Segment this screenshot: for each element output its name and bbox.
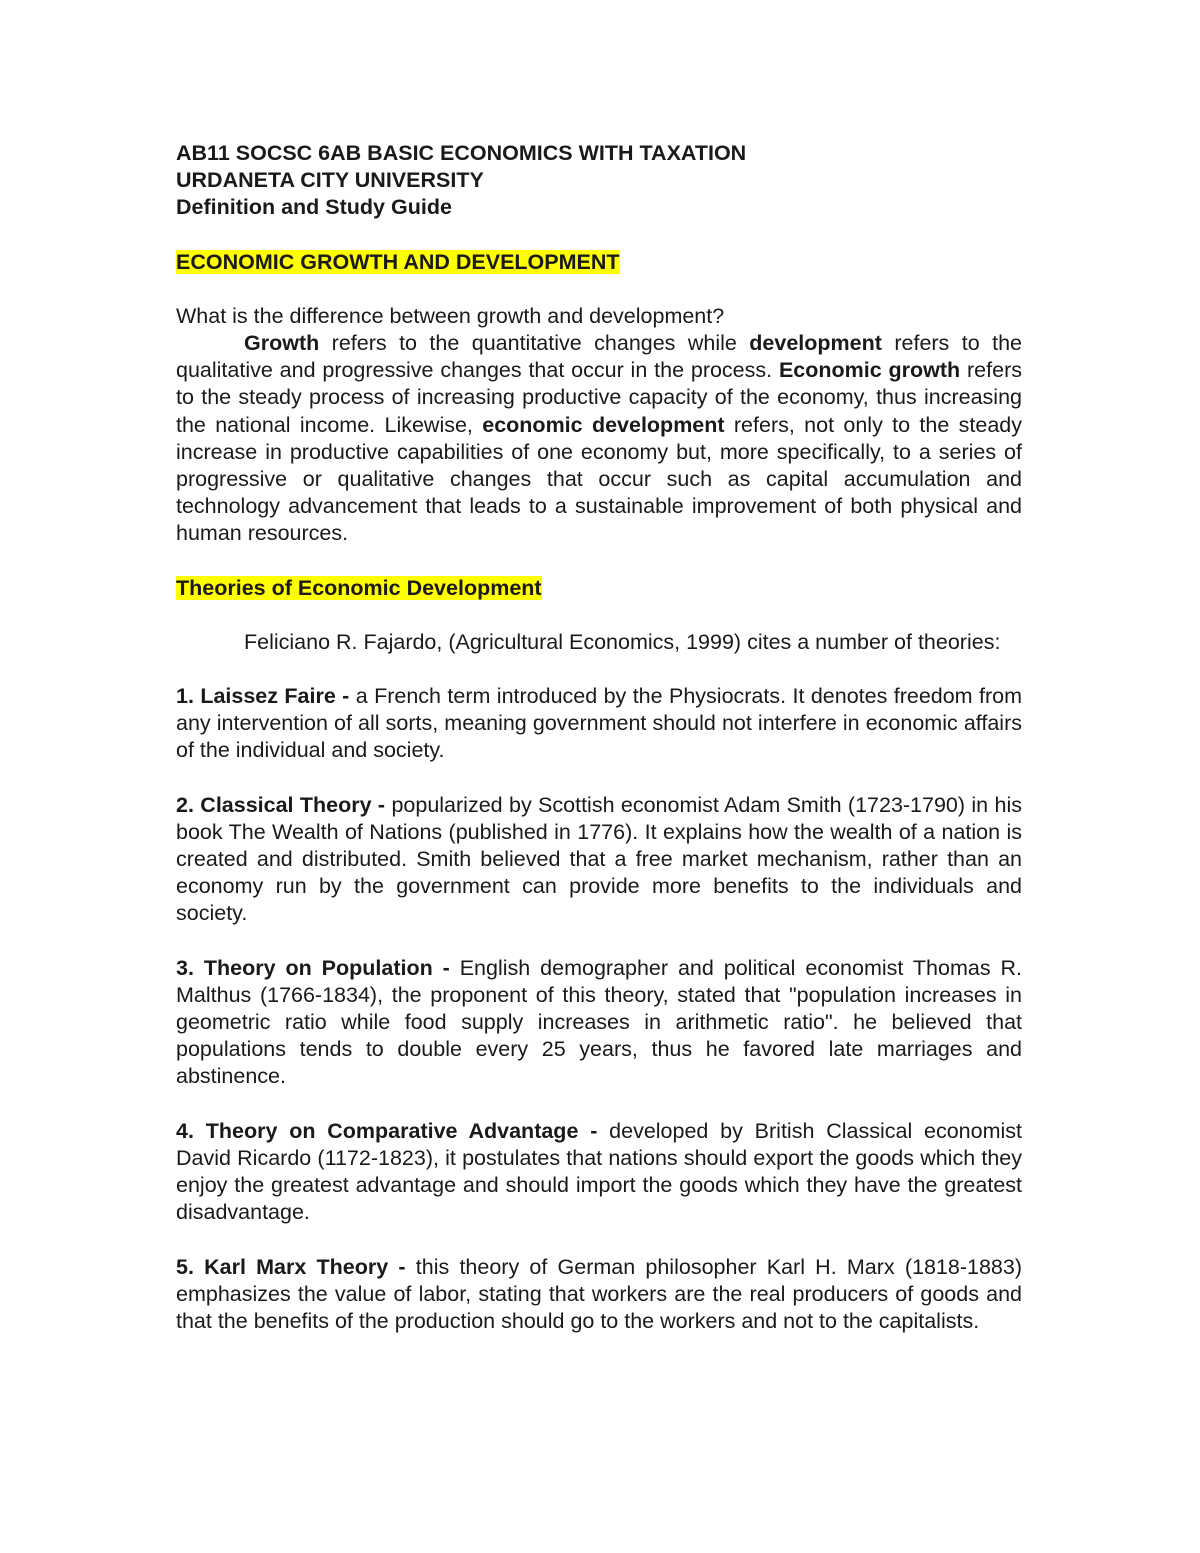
highlighted-heading: ECONOMIC GROWTH AND DEVELOPMENT — [176, 249, 620, 274]
spacer — [176, 928, 1022, 955]
theory-title: 1. Laissez Faire - — [176, 684, 350, 709]
paragraph-text: refers to the qualitative and progressive changes that occur in the process. — [176, 331, 1022, 383]
theory-title: 2. Classical Theory - — [176, 792, 386, 817]
theory-text: English demographer and political economist Thomas R. Malthus (1766-1834), the proponent of this theory, stated that "population increases in geometric ratio while food supply increases in arithmetic ratio". he believed that populations tends to double every 25 years, thus he favored late marriages and abstinence. — [176, 955, 1022, 1089]
paragraph-text: refers to the quantitative changes while — [319, 331, 750, 356]
theory-title: 5. Karl Marx Theory - — [176, 1254, 406, 1279]
spacer — [176, 1227, 1022, 1254]
university-name: URDANETA CITY UNIVERSITY — [176, 168, 484, 193]
term-economic-growth: Economic growth — [778, 358, 961, 383]
term-growth: Growth — [244, 331, 320, 356]
theory-item — [176, 683, 1022, 765]
document-page — [176, 140, 1022, 1335]
theories-intro: Feliciano R. Fajardo, (Agricultural Economics, 1999) cites a number of theories: — [244, 629, 1001, 654]
theory-text: this theory of German philosopher Karl H. Marx (1818-1883) emphasizes the value of labor, stating that workers are the real producers of goods and that the benefits of the production should go to the workers and not to the capitalists. — [176, 1254, 1022, 1333]
spacer — [176, 656, 1022, 683]
question-line: What is the difference between growth and development? — [176, 303, 725, 328]
section-heading-growth — [176, 249, 1022, 276]
paragraph-text: refers, not only to the steady increase in productive capabilities of one economy but, more specifically, to a series of progressive or qualitative changes that occur such as capital accumulation and technology advancement that leads to a sustainable improvement of both physical and human resources. — [176, 412, 1022, 546]
term-development: development — [749, 331, 882, 356]
guide-subtitle: Definition and Study Guide — [176, 195, 452, 220]
spacer — [176, 1091, 1022, 1118]
spacer — [176, 765, 1022, 792]
theory-text: a French term introduced by the Physiocrats. It denotes freedom from any intervention of all sorts, meaning government should not interfere in economic affairs of the individual and society. — [176, 684, 1022, 763]
theory-item — [176, 1118, 1022, 1227]
theory-title: 3. Theory on Population - — [176, 955, 450, 980]
theory-title: 4. Theory on Comparative Advantage - — [176, 1118, 598, 1143]
paragraph-text: refers to the steady process of increasing productive capacity of the economy, thus increasing the national income. Likewise, — [176, 358, 1022, 437]
section-heading-theories — [176, 575, 1022, 602]
theory-text: popularized by Scottish economist Adam Smith (1723-1790) in his book The Wealth of Nations (published in 1776). It explains how the wealth of a nation is created and distributed. Smith believed that a free market mechanism, rather than an economy run by the government can provide more benefits to the individuals and society. — [176, 792, 1022, 926]
spacer — [176, 222, 1022, 249]
term-economic-development: economic development — [482, 412, 725, 437]
theory-item — [176, 792, 1022, 928]
course-title: AB11 SOCSC 6AB BASIC ECONOMICS WITH TAXATION — [176, 141, 747, 165]
spacer — [176, 276, 1022, 303]
growth-paragraph — [176, 330, 1022, 548]
theory-item — [176, 1254, 1022, 1336]
theory-text: developed by British Classical economist David Ricardo (1172-1823), it postulates that nations should export the goods which they enjoy the greatest advantage and should import the goods which they have the greatest disadvantage. — [176, 1118, 1022, 1225]
spacer — [176, 548, 1022, 575]
spacer — [176, 602, 1022, 629]
theory-item — [176, 955, 1022, 1091]
highlighted-heading: Theories of Economic Development — [176, 575, 542, 600]
